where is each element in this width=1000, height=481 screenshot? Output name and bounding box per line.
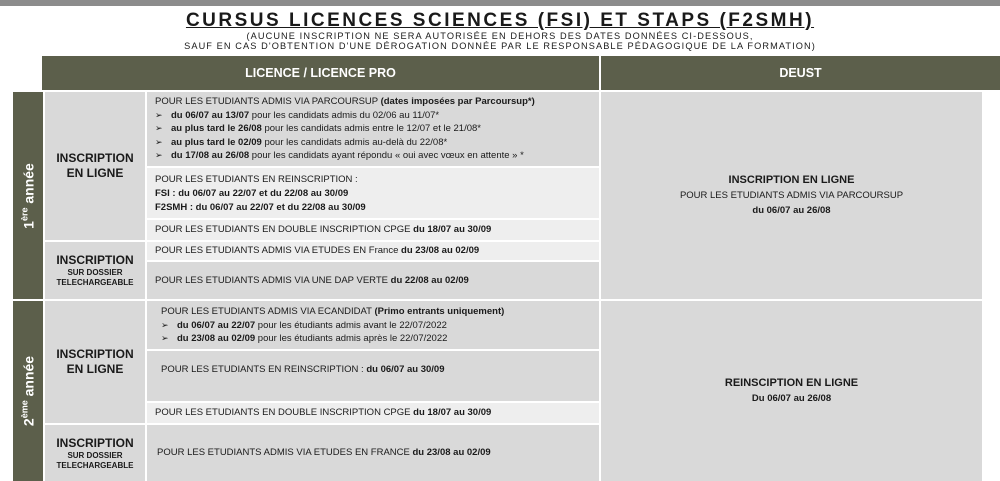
year-1-deust-cell: INSCRIPTION EN LIGNE POUR LES ETUDIANTS ADMIS VIA PARCOURSUP du 06/07 au 26/08 <box>601 92 982 299</box>
year-1-etudes-france-cell: POUR LES ETUDIANTS ADMIS VIA ETUDES EN France du 23/08 au 02/09 <box>147 242 599 260</box>
year-2-reinscription-cell: POUR LES ETUDIANTS EN REINSCRIPTION : du 06/07 au 30/09 <box>147 351 599 401</box>
year-1-dap-cell: POUR LES ETUDIANTS ADMIS VIA UNE DAP VERTE du 22/08 au 02/09 <box>147 262 599 299</box>
year-2-etudes-france-cell: POUR LES ETUDIANTS ADMIS VIA ETUDES EN FRANCE du 23/08 au 02/09 <box>147 425 599 481</box>
year-2-ecandidat-cell: POUR LES ETUDIANTS ADMIS VIA ECANDIDAT (Primo entrants uniquement) ➢ du 06/07 au 22/07 pour les étudiants admis avant le 22/07/2022 ➢ du 23/08 au 02/09 pour les étudiants admis après le 22/07/2022 <box>147 301 599 349</box>
year-1-online-label: INSCRIPTION EN LIGNE <box>45 92 145 240</box>
year-1-dossier-label: INSCRIPTION SUR DOSSIER TELECHARGEABLE <box>45 242 145 299</box>
year-2-dossier-label: INSCRIPTION SUR DOSSIER TELECHARGEABLE <box>45 425 145 481</box>
year-1-reinscription-cell: POUR LES ETUDIANTS EN REINSCRIPTION : FSI : du 06/07 au 22/07 et du 22/08 au 30/09 F2SMH : du 06/07 au 22/07 et du 22/08 au 30/09 <box>147 168 599 218</box>
list-item: ➢ du 23/08 au 02/09 pour les étudiants admis après le 22/07/2022 <box>161 333 448 344</box>
column-header-licence: LICENCE / LICENCE PRO <box>42 56 599 90</box>
page-title: CURSUS LICENCES SCIENCES (FSI) ET STAPS (F2SMH) <box>185 10 815 31</box>
column-header-deust: DEUST <box>601 56 1000 90</box>
subtitle-line-2: SAUF EN CAS D'OBTENTION D'UNE DÉROGATION DONNÉE PAR LE RESPONSABLE PÉDAGOGIQUE DE LA FORMATION) <box>184 41 816 51</box>
list-item: ➢ du 17/08 au 26/08 pour les candidats ayant répondu « oui avec vœux en attente » * <box>155 150 524 161</box>
year-2-deust-cell: REINSCIPTION EN LIGNE Du 06/07 au 26/08 <box>601 301 982 481</box>
year-2-cpge-cell: POUR LES ETUDIANTS EN DOUBLE INSCRIPTION CPGE du 18/07 au 30/09 <box>147 403 599 423</box>
year-1-label: 1ère année <box>13 92 43 299</box>
year-1-parcoursup-cell: POUR LES ETUDIANTS ADMIS VIA PARCOURSUP (dates imposées par Parcoursup*) ➢ du 06/07 au 13/07 pour les candidats admis du 02/06 au 11/07* ➢ au plus tard le 26/08 pour les candidats admis entre le 12/07 et le 21/08* ➢ au plus tard le 02/09 pour les candidats admis au-delà du 22/08* ➢ du 17/08 au 26/08 pour les candidats ayant répondu « oui avec vœux en attente » * <box>147 92 599 166</box>
list-item: ➢ du 06/07 au 13/07 pour les candidats admis du 02/06 au 11/07* <box>155 109 440 121</box>
year-2-label: 2ème année <box>13 301 43 481</box>
subtitle-line-1: (AUCUNE INSCRIPTION NE SERA AUTORISÉE EN DEHORS DES DATES DONNÉES CI-DESSOUS, <box>246 31 754 41</box>
list-item: ➢ au plus tard le 02/09 pour les candidats admis au-delà du 22/08* <box>155 136 448 148</box>
list-item: ➢ du 06/07 au 22/07 pour les étudiants admis avant le 22/07/2022 <box>161 319 447 331</box>
top-bar <box>0 0 1000 6</box>
year-1-cpge-cell: POUR LES ETUDIANTS EN DOUBLE INSCRIPTION CPGE du 18/07 au 30/09 <box>147 220 599 240</box>
year-2-online-label: INSCRIPTION EN LIGNE <box>45 301 145 423</box>
list-item: ➢ au plus tard le 26/08 pour les candidats admis entre le 12/07 et le 21/08* <box>155 123 481 134</box>
